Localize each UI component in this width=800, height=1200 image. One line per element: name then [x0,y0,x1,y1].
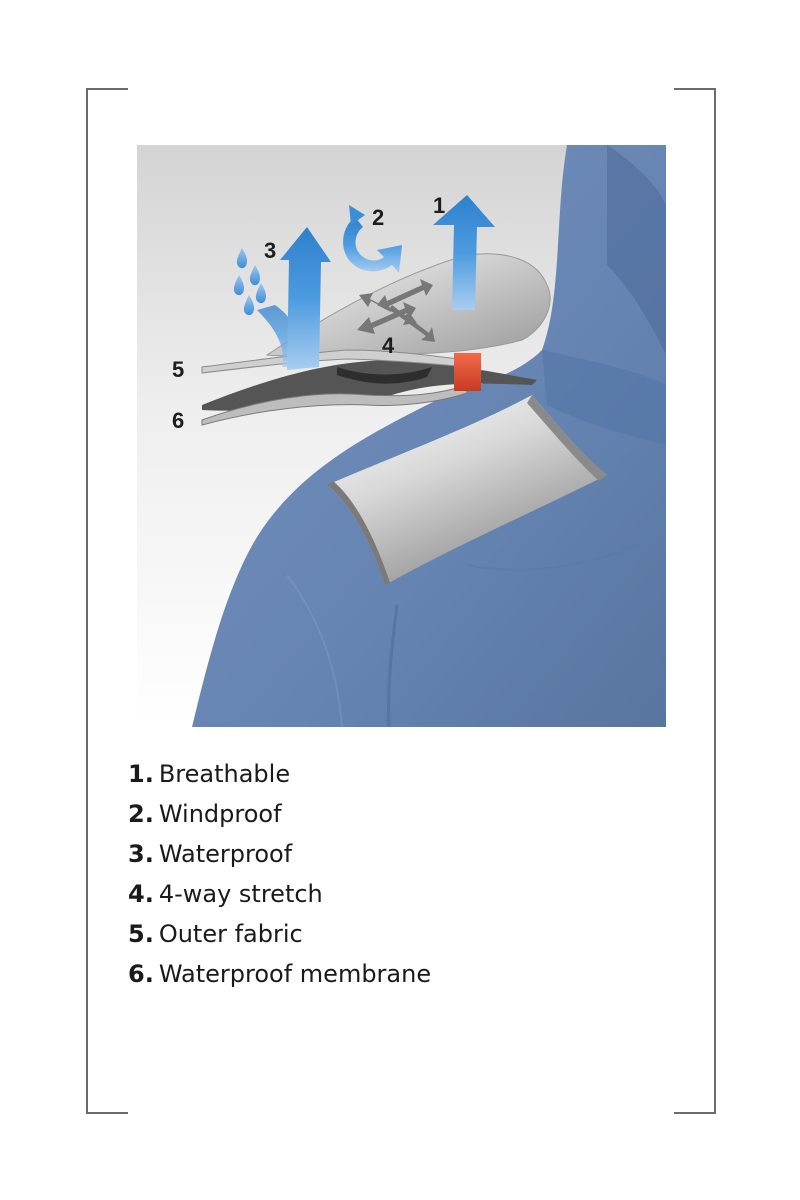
callout-6: 6 [172,408,185,433]
legend-item-outer-fabric: 5. Outer fabric [128,920,303,948]
fabric-diagram [137,145,666,727]
callout-1: 1 [433,193,446,218]
callout-4: 4 [382,333,395,358]
callout-3: 3 [264,238,277,263]
legend-item-waterproof: 3. Waterproof [128,840,293,868]
legend-item-stretch: 4. 4-way stretch [128,880,323,908]
frame-right-bracket [674,88,716,1114]
legend-item-membrane: 6. Waterproof membrane [128,960,432,988]
callout-2: 2 [372,205,385,230]
callout-5: 5 [172,357,185,382]
frame-left-bracket [86,88,128,1114]
legend-item-windproof: 2. Windproof [128,800,282,828]
membrane-red-tab [454,353,481,391]
feature-legend [128,755,431,995]
legend-item-breathable: 1. Breathable [128,760,291,788]
